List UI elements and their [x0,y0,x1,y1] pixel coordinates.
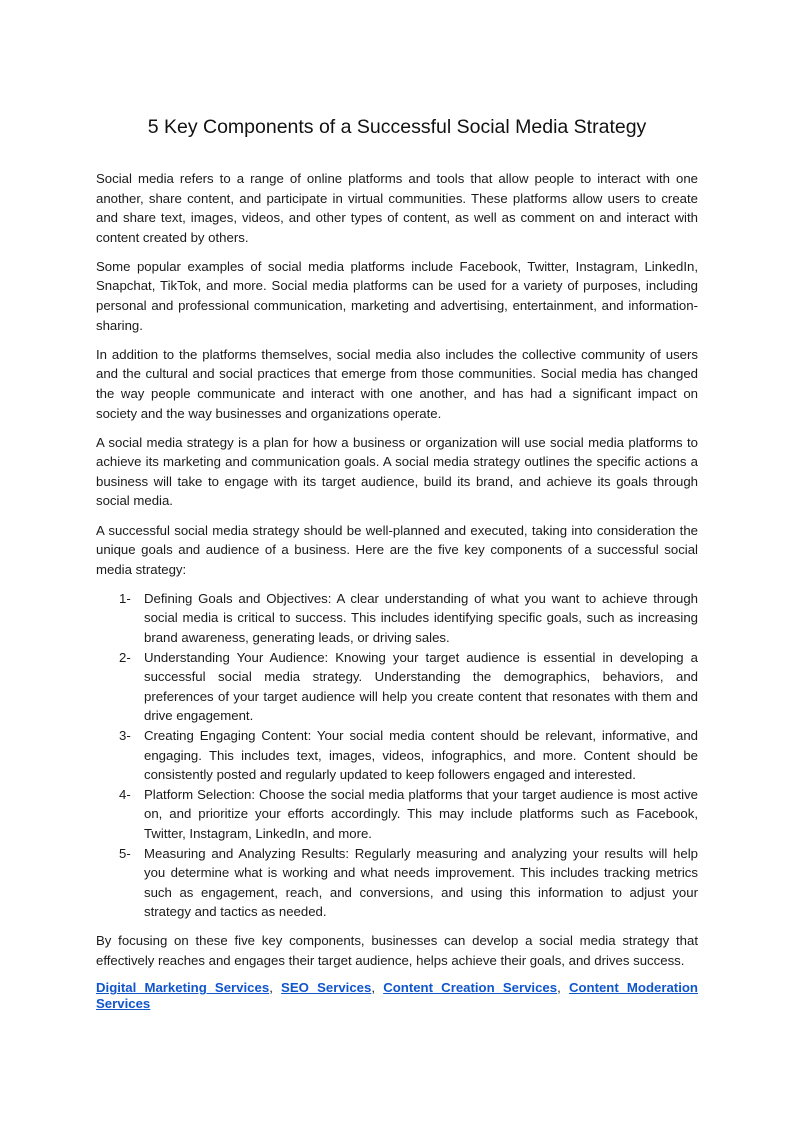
link-separator: , [371,980,376,996]
document-body [96,169,698,1012]
paragraph-community: In addition to the platforms themselves, social media also includes the collective community of users and the cultural and social practices that emerge from those communities. Social media has changed the way people communicate and interact with one another, and has had a significant impact on society and the way businesses and organizations operate. [96,346,698,421]
list-item [96,726,698,785]
list-item-number: 1- [119,590,131,606]
paragraph-components-intro: A successful social media strategy should be well-planned and executed, taking into consideration the unique goals and audience of a business. Here are the five key components of a successful social media strategy: [96,522,698,577]
document-title: 5 Key Components of a Successful Social Media Strategy [147,116,647,138]
list-item-text: Platform Selection: Choose the social media platforms that your target audience is most active on, and prioritize your efforts accordingly. This may include platforms such as Facebook, Twitter, Instagram, LinkedIn, and more. [144,786,698,841]
list-item-number: 3- [119,727,131,743]
list-item-text: Creating Engaging Content: Your social media content should be relevant, informative, and engaging. This includes text, images, videos, infographics, and more. Content should be consistently posted and regularly updated to keep followers engaged and interested. [144,727,698,783]
paragraph-strategy-definition: A social media strategy is a plan for how a business or organization will use social media platforms to achieve its marketing and communication goals. A social media strategy outlines the specific actions a business will take to engage with its target audience, build its brand, and achieve its goals through social media. [96,434,698,509]
link-digital-marketing-services[interactable]: Digital Marketing Services [96,980,270,996]
list-item-text: Defining Goals and Objectives: A clear understanding of what you want to achieve through social media is critical to success. This includes identifying specific goals, such as increasing brand awareness, generating leads, or driving sales. [144,590,698,645]
service-links [96,980,698,1012]
list-item [96,844,698,922]
components-list [96,589,698,922]
link-separator: , [269,980,273,996]
link-content-creation-services[interactable]: Content Creation Services [383,980,558,996]
link-seo-services[interactable]: SEO Services [281,980,372,996]
link-separator: , [557,980,561,996]
link-content-moderation-services[interactable]: Content Moderation Services [96,980,698,1012]
paragraph-examples: Some popular examples of social media platforms include Facebook, Twitter, Instagram, LinkedIn, Snapchat, TikTok, and more. Social media platforms can be used for a variety of purposes, including personal and professional communication, marketing and advertising, entertainment, and information-sharing. [96,258,698,333]
list-item-number: 4- [119,786,131,802]
paragraph-intro: Social media refers to a range of online platforms and tools that allow people to interact with one another, share content, and participate in virtual communities. These platforms allow users to create and share text, images, videos, and other types of content, as well as comment on and interact with content created by others. [96,171,698,245]
list-item-number: 2- [119,649,131,665]
list-item [96,648,698,726]
list-item-text: Understanding Your Audience: Knowing your target audience is essential in developing a successful social media strategy. Understanding the demographics, behaviors, and preferences of your target audience will help you create content that resonates with them and drive engagement. [144,649,698,724]
list-item-number: 5- [119,845,131,861]
list-item [96,589,698,648]
paragraph-conclusion: By focusing on these five key components, businesses can develop a social media strategy that effectively reaches and engages their target audience, helps achieve their goals, and drives success. [96,933,698,968]
list-item [96,785,698,844]
list-item-text: Measuring and Analyzing Results: Regularly measuring and analyzing your results will help you determine what is working and what needs improvement. This includes tracking metrics such as engagement, reach, and conversions, and using this information to adjust your strategy and tactics as needed. [144,845,698,920]
